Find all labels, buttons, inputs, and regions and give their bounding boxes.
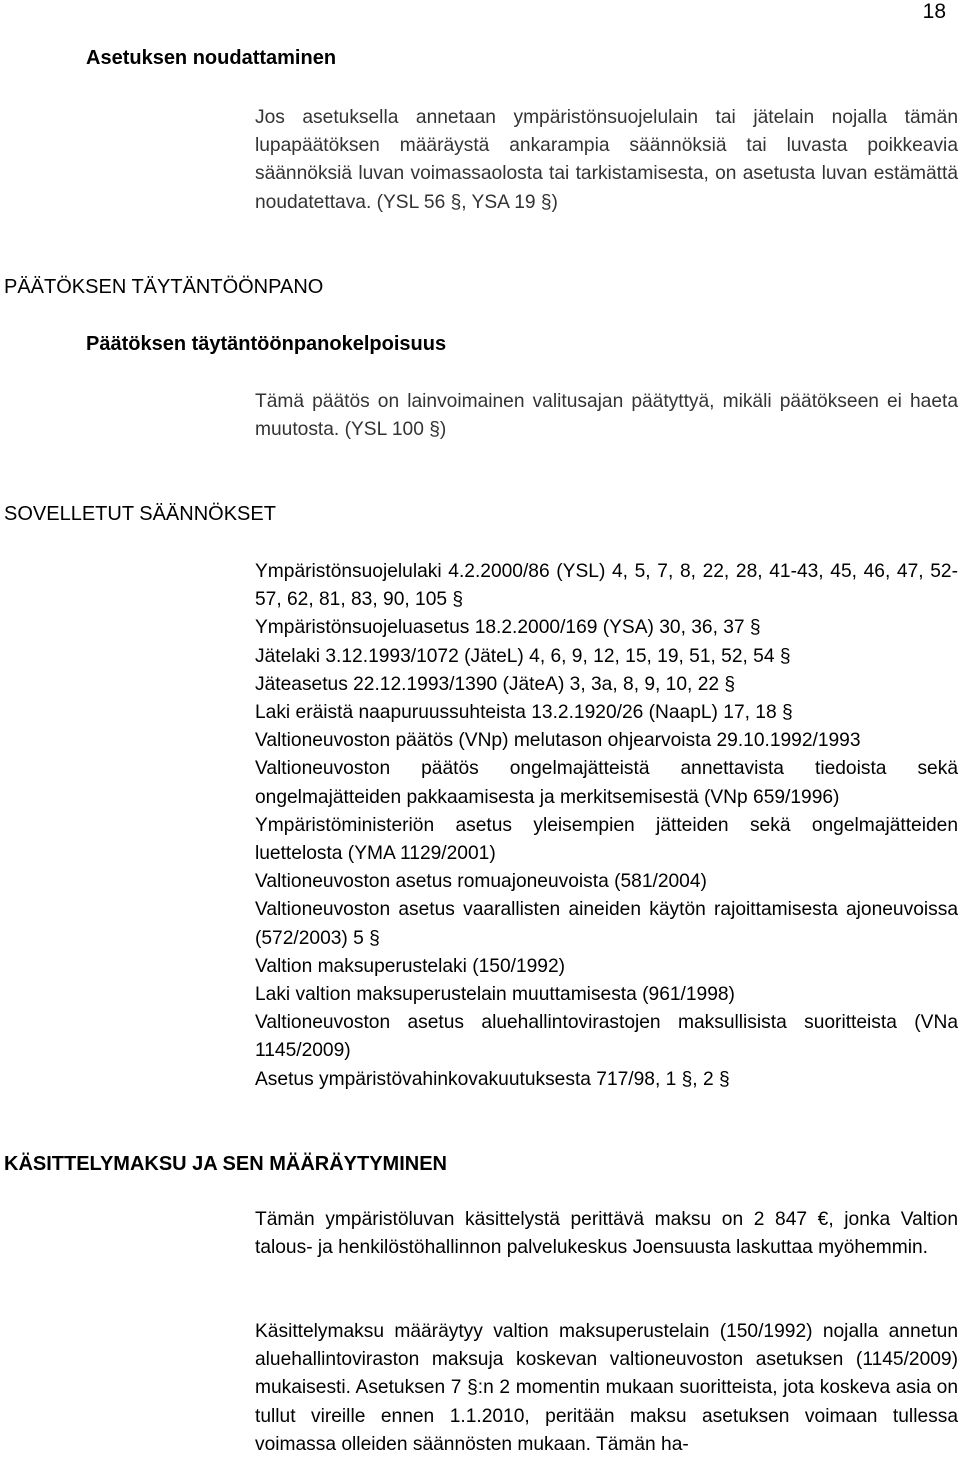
regulation-item: Jätelaki 3.12.1993/1072 (JäteL) 4, 6, 9, 12, 15, 19, 51, 52, 54 §	[255, 645, 791, 667]
regulations-heading: SOVELLETUT SÄÄNNÖKSET	[4, 503, 276, 525]
page-number: 18	[922, 0, 946, 23]
regulation-item: Jäteasetus 22.12.1993/1390 (JäteA) 3, 3a, 8, 9, 10, 22 §	[255, 673, 736, 695]
fee-paragraph-1: Tämän ympäristöluvan käsittelystä perittävä maksu on 2 847 €, jonka Valtion talous- ja henkilöstöhallinnon palvelukeskus Joensuusta laskuttaa myöhemmin.	[255, 1209, 958, 1259]
compliance-paragraph: Jos asetuksella annetaan ympäristönsuojelulain tai jätelain nojalla tämän lupapäätöksen määräystä ankarampia säännöksiä tai luvasta poikkeavia säännöksiä luvan voimassaolosta tai tarkistamisesta, on asetusta luvan estämättä noudatettava. (YSL 56 §, YSA 19 §)	[255, 107, 958, 213]
fee-heading: KÄSITTELYMAKSU JA SEN MÄÄRÄYTYMINEN	[4, 1153, 447, 1175]
fee-paragraph-2: Käsittelymaksu määräytyy valtion maksuperustelain (150/1992) nojalla annetun aluehallintoviraston maksuja koskevan valtioneuvoston asetuksen (1145/2009) mukaisesti. Asetuksen 7 §:n 2 momentin mukaan suoritteista, jota koskeva asia on tullut vireille ennen 1.1.2010, peritään maksu asetuksen voimaan tullessa voimassa olleiden säännösten mukaan. Tämän ha-	[255, 1321, 958, 1455]
regulation-item: Valtioneuvoston asetus romuajoneuvoista (581/2004)	[255, 871, 707, 893]
compliance-heading: Asetuksen noudattaminen	[86, 47, 337, 69]
regulations-list	[255, 558, 958, 1094]
regulation-item: Laki eräistä naapuruussuhteista 13.2.1920/26 (NaapL) 17, 18 §	[255, 702, 793, 724]
regulation-item: Ympäristönsuojeluasetus 18.2.2000/169 (YSA) 30, 36, 37 §	[255, 617, 761, 639]
regulation-item: Ympäristöministeriön asetus yleisempien jätteiden sekä ongelmajätteiden luettelosta (YMA 1129/2001)	[255, 814, 958, 865]
regulation-item: Valtioneuvoston päätös (VNp) melutason ohjearvoista 29.10.1992/1993	[255, 730, 861, 752]
regulation-item: Ympäristönsuojelulaki 4.2.2000/86 (YSL) 4, 5, 7, 8, 22, 28, 41-43, 45, 46, 47, 52-57, 62, 81, 83, 90, 105 §	[255, 561, 958, 611]
regulation-item: Asetus ympäristövahinkovakuutuksesta 717/98, 1 §, 2 §	[255, 1068, 730, 1090]
enforcement-heading: PÄÄTÖKSEN TÄYTÄNTÖÖNPANO	[4, 276, 324, 298]
regulation-item: Valtioneuvoston päätös ongelmajätteistä annettavista tiedoista sekä ongelmajätteiden pakkaamisesta ja merkitsemisestä (VNp 659/1996)	[255, 758, 958, 808]
regulation-item: Laki valtion maksuperustelain muuttamisesta (961/1998)	[255, 984, 735, 1006]
enforcement-subheading: Päätöksen täytäntöönpanokelpoisuus	[86, 333, 447, 355]
enforcement-paragraph: Tämä päätös on lainvoimainen valitusajan päätyttyä, mikäli päätökseen ei haeta muutosta. (YSL 100 §)	[255, 391, 958, 441]
regulation-item: Valtioneuvoston asetus aluehallintovirastojen maksullisista suoritteista (VNa 1145/2009)	[255, 1012, 958, 1062]
regulation-item: Valtioneuvoston asetus vaarallisten aineiden käytön rajoittamisesta ajoneuvoissa (572/2003) 5 §	[255, 899, 958, 949]
regulation-item: Valtion maksuperustelaki (150/1992)	[255, 955, 566, 977]
